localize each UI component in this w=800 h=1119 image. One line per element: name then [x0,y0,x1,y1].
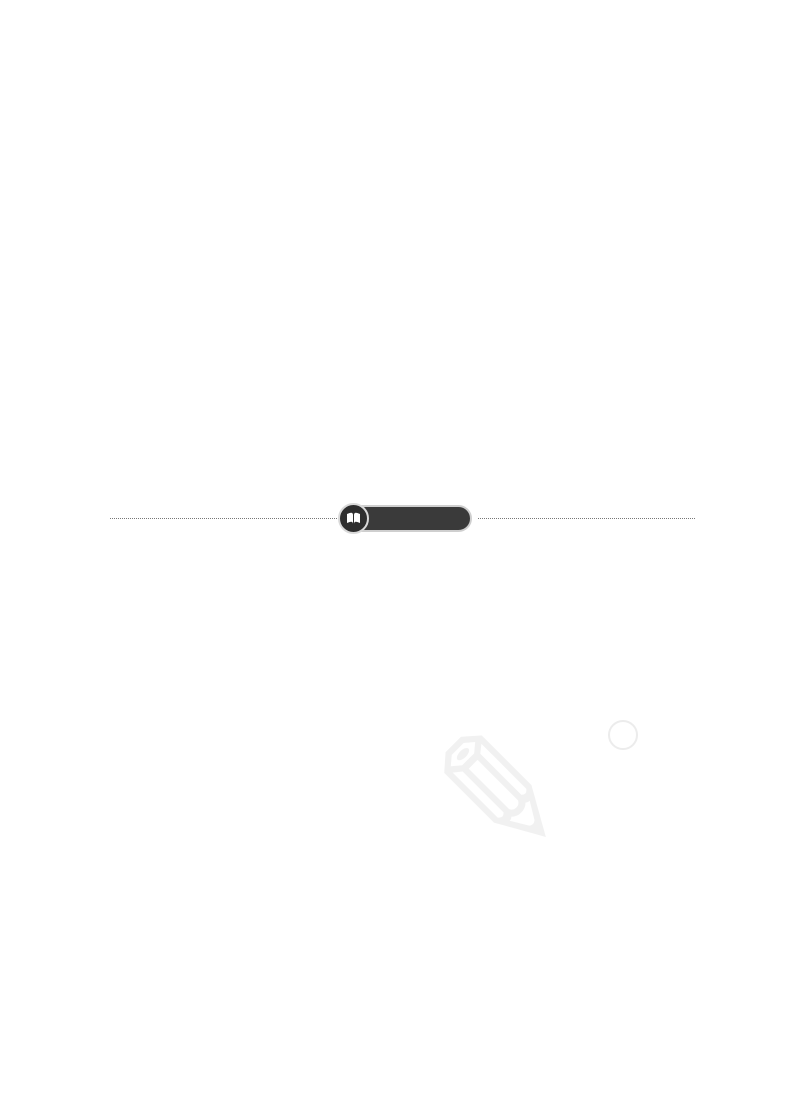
section-badge [338,503,478,534]
registered-mark [608,720,638,750]
page-footer [691,1004,697,1024]
book-icon [338,503,369,534]
watermark-logo: ✎ [430,700,565,887]
